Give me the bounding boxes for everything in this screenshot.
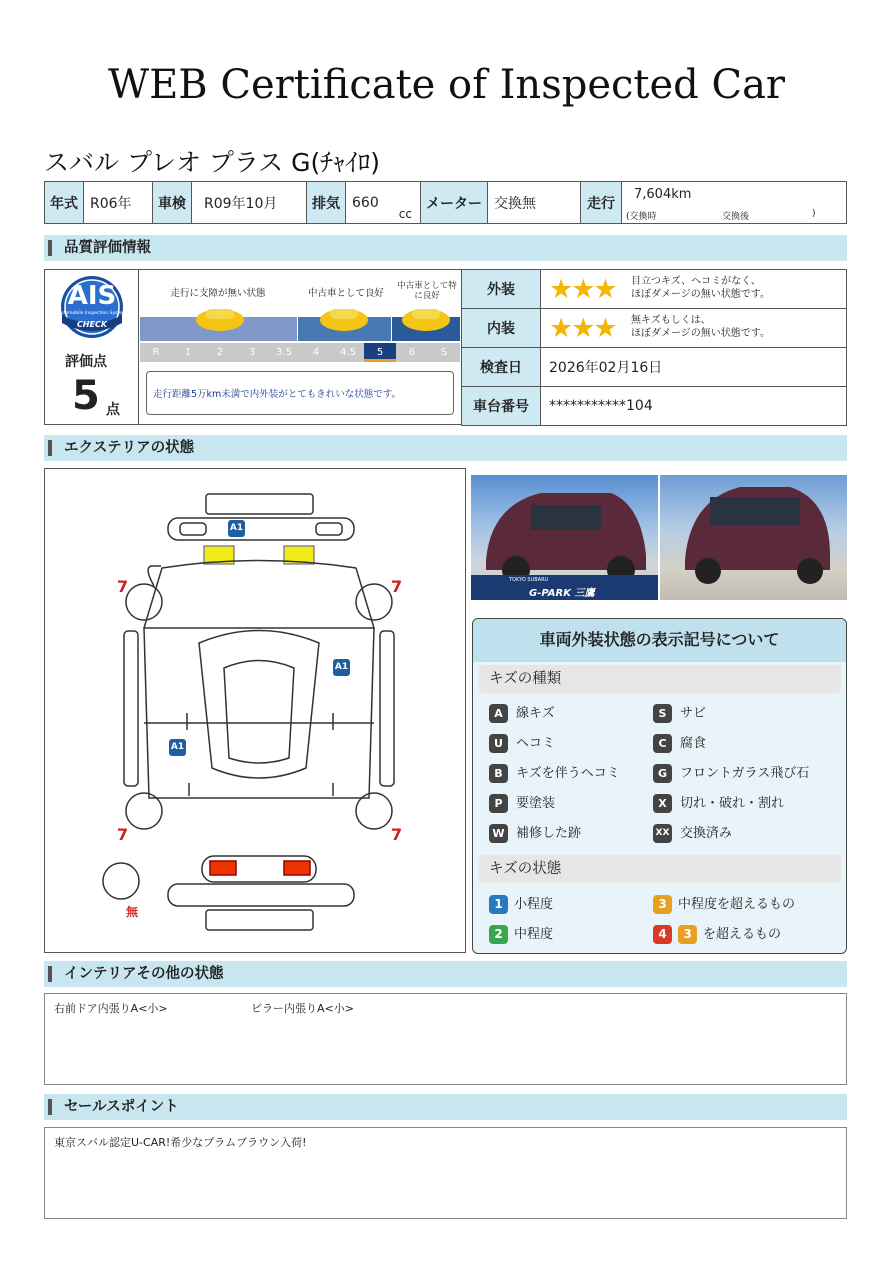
legend-kind-b: B キズを伴うヘコミ [489, 764, 620, 784]
mileage-label: 走行 [581, 182, 622, 224]
legend-kind-u: U ヘコミ [489, 734, 555, 754]
scale-header-2: 中古車として良好 [307, 288, 384, 299]
grade-S: S [440, 347, 448, 358]
score-label: 評価点 [65, 354, 107, 370]
legend-kind-a: A 線キズ [489, 704, 555, 724]
year-value: R06年 [84, 182, 153, 224]
section-quality: 品質評価情報 [44, 235, 847, 261]
chassis-number: ***********104 [541, 387, 847, 426]
mileage-note-1: (交換時 [626, 212, 657, 222]
car-name: スバル プレオ プラス G(ﾁｬｲﾛ) [44, 148, 380, 177]
car-photo-rear [660, 475, 847, 600]
grade-4-5: 4.5 [340, 347, 356, 358]
damage-mark-front: A1 [228, 520, 245, 537]
legend-kind-w: W 補修した跡 [489, 824, 581, 844]
score-unit: 点 [106, 402, 120, 418]
interior-stars: ★★★ [549, 312, 616, 344]
legend-kind-s: S サビ [653, 704, 706, 724]
grade-1: 1 [184, 347, 192, 358]
dealer-name: G-PARK 三鷹 [529, 588, 595, 599]
car-illustration-3 [400, 303, 452, 337]
score-value: 5 [72, 373, 100, 419]
legend-kind-title: キズの種類 [479, 665, 841, 693]
legend-kind-p: P 要塗装 [489, 794, 555, 814]
inspection-date-label: 検査日 [462, 348, 541, 387]
chassis-label: 車台番号 [462, 387, 541, 426]
state-4: 4 3 を超えるもの [653, 925, 781, 945]
quality-table [461, 269, 847, 426]
sales-point: 東京スバル認定U-CAR!希少なプラムブラウン入荷! [54, 1136, 307, 1149]
grade-3-5: 3.5 [276, 347, 292, 358]
dealer-small: TOKYO SUBARU [509, 577, 549, 583]
interior-note-1: 右前ドア内張りA<小> [54, 1002, 168, 1015]
mileage-value: 7,604km [634, 187, 692, 202]
inspection-date: 2026年02月16日 [541, 348, 847, 387]
shaken-value: R09年10月 [192, 182, 307, 224]
spare-tire-mark: 無 [126, 905, 139, 919]
car-photo-front [471, 475, 658, 600]
interior-desc-1: 無キズもしくは、 [631, 315, 711, 326]
car-diagram [44, 468, 466, 957]
year-label: 年式 [45, 182, 84, 224]
grade-5: 5 [364, 343, 396, 362]
section-sales: セールスポイント [44, 1094, 847, 1120]
mileage-cell [622, 182, 847, 224]
legend-kind-x: X 切れ・破れ・割れ [653, 794, 784, 814]
damage-mark-left: A1 [169, 739, 186, 756]
meter-value: 交換無 [488, 182, 581, 224]
displacement-value: 660 [352, 194, 379, 211]
legend-box [472, 618, 847, 954]
grade-4: 4 [312, 347, 320, 358]
tire-mark-rear-right: 7 [391, 825, 403, 844]
mileage-note-3: ) [812, 209, 816, 219]
legend-state-title: キズの状態 [479, 855, 841, 883]
spec-table [44, 181, 847, 224]
interior-notes-box [44, 993, 847, 1085]
exterior-desc-1: 目立つキズ、ヘコミがなく、 [631, 276, 761, 287]
scale-header-1: 走行に支障が無い状態 [170, 288, 266, 299]
scale-comment: 走行距離5万km未満で内外装がとてもきれいな状態です。 [153, 389, 402, 400]
damage-mark-right: A1 [333, 659, 350, 676]
section-interior: インテリアその他の状態 [44, 961, 847, 987]
legend-kind-xx: XX 交換済み [653, 824, 732, 844]
exterior-label: 外装 [462, 270, 541, 309]
page-title: WEB Certificate of Inspected Car [107, 62, 786, 108]
legend-title: 車両外装状態の表示記号について [473, 619, 846, 662]
displacement-cell [346, 182, 421, 224]
scale-header-3: 中古車として特に良好 [397, 281, 457, 301]
interior-desc-2: ほぼダメージの無い状態です。 [631, 328, 770, 339]
exterior-desc-2: ほぼダメージの無い状態です。 [631, 289, 770, 300]
car-illustration-1 [194, 303, 246, 337]
grade-6: 6 [408, 347, 416, 358]
interior-label: 内装 [462, 309, 541, 348]
car-illustration-2 [318, 303, 370, 337]
tire-mark-front-right: 7 [391, 577, 403, 596]
tire-mark-rear-left: 7 [117, 825, 129, 844]
grade-R: R [152, 347, 160, 358]
exterior-stars: ★★★ [549, 273, 616, 305]
grade-2: 2 [216, 347, 224, 358]
legend-kind-c: C 腐食 [653, 734, 706, 754]
mileage-note-2: 交換後 [722, 212, 750, 222]
state-3: 3 中程度を超えるもの [653, 895, 795, 915]
shaken-label: 車検 [153, 182, 192, 224]
section-exterior: エクステリアの状態 [44, 435, 847, 461]
state-1: 1 小程度 [489, 895, 553, 915]
sales-point-box [44, 1127, 847, 1219]
tire-mark-front-left: 7 [117, 577, 129, 596]
displacement-label: 排気 [307, 182, 346, 224]
state-2: 2 中程度 [489, 925, 553, 945]
ais-logo: AIS Automobile Inspection System CHECK [54, 275, 130, 339]
meter-label: メーター [421, 182, 488, 224]
interior-note-2: ピラー内張りA<小> [251, 1002, 354, 1015]
grade-3: 3 [248, 347, 256, 358]
displacement-unit: cc [398, 207, 412, 221]
legend-kind-g: G フロントガラス飛び石 [653, 764, 809, 784]
